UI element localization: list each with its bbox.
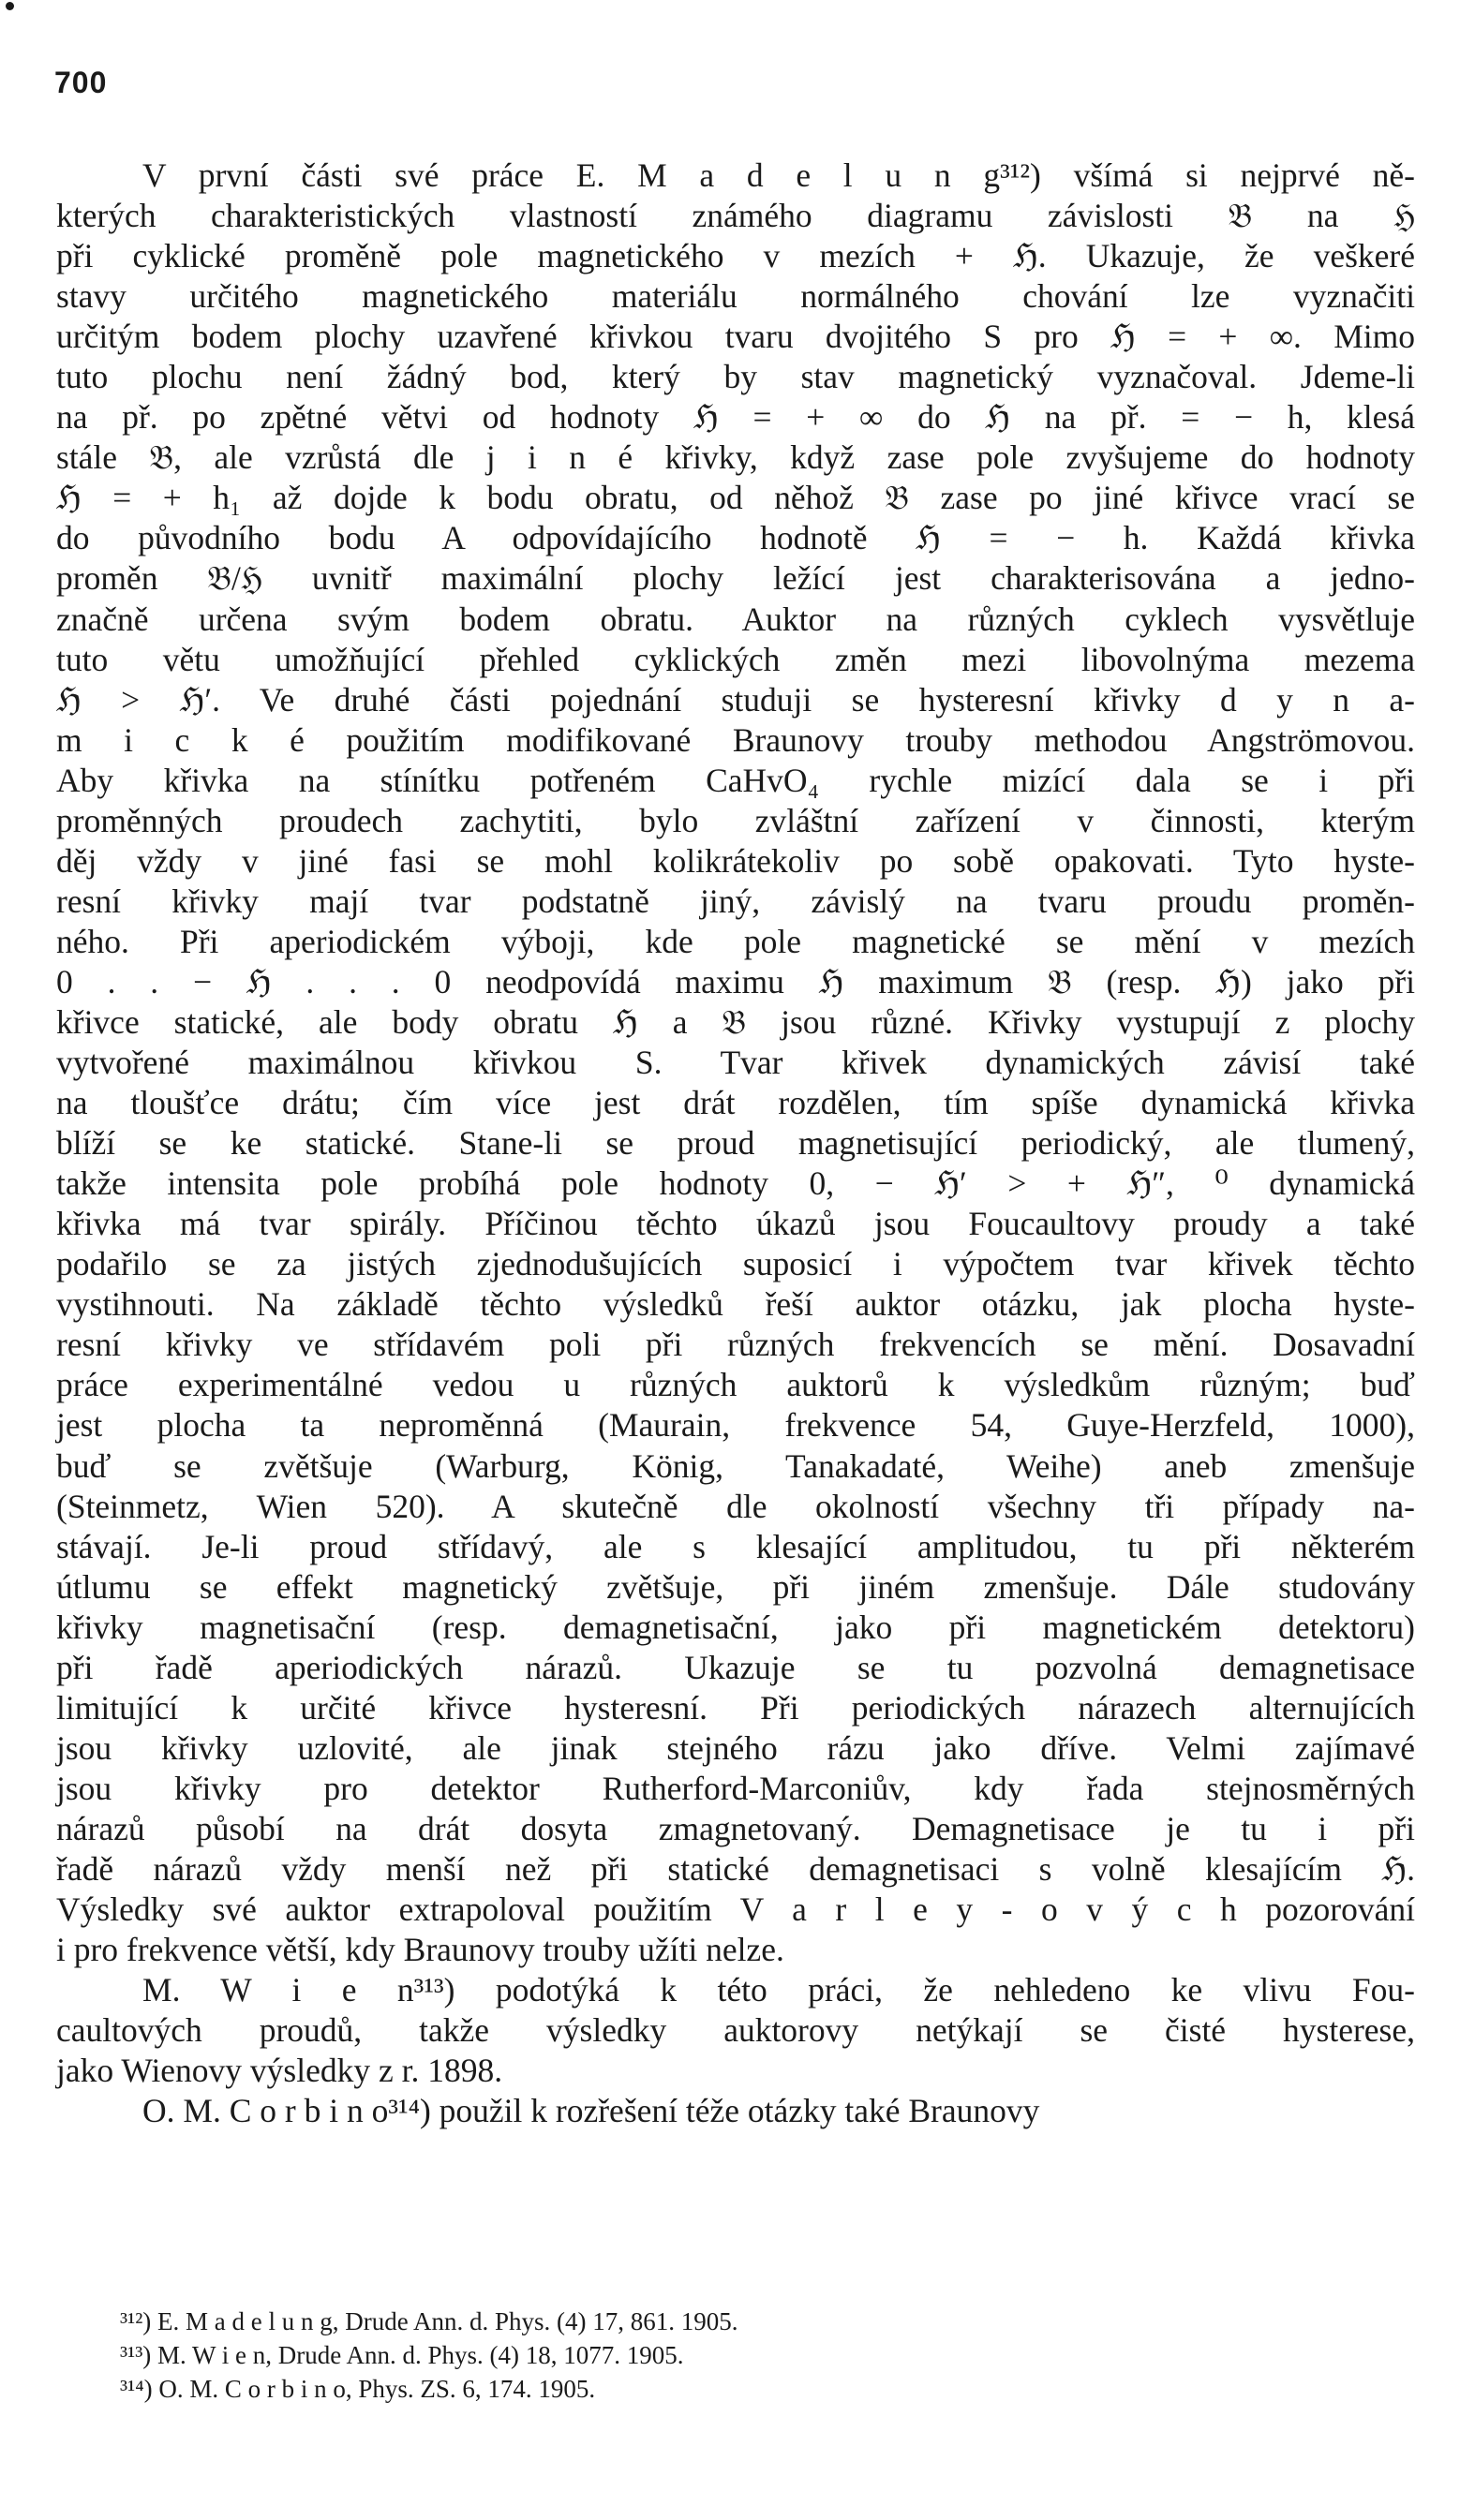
- text-line: křivky magnetisační (resp. demagnetisační, jako při magnetickém detektoru): [56, 1608, 1415, 1646]
- text-line: tuto větu umožňující přehled cyklických změn mezi libovolnýma mezema: [56, 640, 1415, 678]
- text-line: Výsledky své auktor extrapoloval použitím V a r l e y - o v ý c h pozorování: [56, 1890, 1415, 1929]
- text-line: stavy určitého magnetického materiálu normálného chování lze vyznačiti: [56, 277, 1415, 316]
- text-line: při řadě aperiodických nárazů. Ukazuje se tu pozvolná demagnetisace: [56, 1648, 1415, 1686]
- text-line: takže intensita pole probíhá pole hodnoty 0, − ℌ′ > + ℌ″, ⁰ dynamická: [56, 1164, 1415, 1203]
- text-line: značně určena svým bodem obratu. Auktor na různých cyklech vysvětluje: [56, 600, 1415, 638]
- text-line: limitující k určité křivce hysteresní. Při periodických nárazech alternujících: [56, 1688, 1415, 1727]
- text-line: jako Wienovy výsledky z r. 1898.: [56, 2052, 503, 2090]
- text-line: V první části své práce E. M a d e l u n g³¹²) všímá si nejprvé ně-: [142, 156, 1415, 194]
- text-line: jsou křivky uzlovité, ale jinak stejného rázu jako dříve. Velmi zajímavé: [56, 1728, 1415, 1767]
- paragraph-madelung: [56, 156, 1415, 1970]
- text-line: kterých charakteristických vlastností známého diagramu závislosti 𝔅 na ℌ: [56, 197, 1415, 235]
- text-line: caultových proudů, takže výsledky auktorovy netýkají se čisté hysterese,: [56, 2011, 1415, 2050]
- text-line: křivka má tvar spirály. Příčinou těchto úkazů jsou Foucaultovy proudy a také: [56, 1205, 1415, 1243]
- text-line: řadě nárazů vždy menší než při statické demagnetisaci s volně klesajícím ℌ.: [56, 1849, 1415, 1888]
- text-line: na př. po zpětné větvi od hodnoty ℌ = + ∞ do ℌ na př. = − h, klesá: [56, 398, 1415, 437]
- text-line: jest plocha ta neproměnná (Maurain, frekvence 54, Guye-Herzfeld, 1000),: [56, 1406, 1415, 1445]
- text-line: resní křivky mají tvar podstatně jiný, závislý na tvaru proudu proměn-: [56, 882, 1415, 920]
- body-text: [56, 156, 1415, 2131]
- text-line: stávají. Je-li proud střídavý, ale s klesající amplitudou, tu při některém: [56, 1527, 1415, 1565]
- text-line: práce experimentálné vedou u různých auktorů k výsledkům různým; buď: [56, 1366, 1415, 1404]
- text-line: O. M. C o r b i n o³¹⁴) použil k rozřešení téže otázky také Braunovy: [142, 2092, 1040, 2130]
- text-line: nárazů působí na drát dosyta zmagnetovaný. Demagnetisace je tu i při: [56, 1809, 1415, 1847]
- text-line: jsou křivky pro detektor Rutherford-Marconiův, kdy řada stejnosměrných: [56, 1769, 1415, 1807]
- text-line: buď se zvětšuje (Warburg, König, Tanakadaté, Weihe) aneb zmenšuje: [56, 1446, 1415, 1485]
- text-line: při cyklické proměně pole magnetického v mezích + ℌ. Ukazuje, že veškeré: [56, 237, 1415, 275]
- paragraph-wien: [56, 1970, 1415, 2091]
- text-line: na tloušťce drátu; čím více jest drát rozdělen, tím spíše dynamická křivka: [56, 1084, 1415, 1122]
- text-line: do původního bodu A odpovídajícího hodnotě ℌ = − h. Každá křivka: [56, 519, 1415, 557]
- text-line: křivce statické, ale body obratu ℌ a 𝔅 jsou různé. Křivky vystupují z plochy: [56, 1002, 1415, 1041]
- text-line: podařilo se za jistých zjednodušujících suposicí i výpočtem tvar křivek těchto: [56, 1245, 1415, 1283]
- text-line: určitým bodem plochy uzavřené křivkou tvaru dvojitého S pro ℌ = + ∞. Mimo: [56, 318, 1415, 356]
- text-line: resní křivky ve střídavém poli při různých frekvencích se mění. Dosavadní: [56, 1326, 1415, 1364]
- text-line: ℌ = + h₁ až dojde k bodu obratu, od něhož 𝔅 zase po jiné křivce vrací se: [56, 479, 1415, 517]
- paragraph-corbino: [56, 2091, 1415, 2131]
- footnote: ³¹⁴) O. M. C o r b i n o, Phys. ZS. 6, 174. 1905.: [120, 2375, 596, 2403]
- text-line: m i c k é použitím modifikované Braunovy trouby methodou Angströmovou.: [56, 720, 1415, 759]
- page-number: 700: [54, 66, 108, 99]
- text-line: vystihnouti. Na základě těchto výsledků řeší auktor otázku, jak plocha hyste-: [56, 1285, 1415, 1324]
- text-line: proměn 𝔅/ℌ uvnitř maximální plochy ležící jest charakterisována a jedno-: [56, 559, 1415, 598]
- text-line: proměnných proudech zachytiti, bylo zvláštní zařízení v činnosti, kterým: [56, 801, 1415, 839]
- text-line: blíží se ke statické. Stane-li se proud magnetisující periodický, ale tlumený,: [56, 1124, 1415, 1163]
- footnote: ³¹²) E. M a d e l u n g, Drude Ann. d. Phys. (4) 17, 861. 1905.: [120, 2307, 738, 2335]
- text-line: děj vždy v jiné fasi se mohl kolikrátekoliv po sobě opakovati. Tyto hyste-: [56, 841, 1415, 880]
- text-line: Aby křivka na stínítku potřeném CaHvO₄ rychle mizící dala se i při: [56, 761, 1415, 799]
- footnote: ³¹³) M. W i e n, Drude Ann. d. Phys. (4) 18, 1077. 1905.: [120, 2341, 684, 2369]
- text-line: stále 𝔅, ale vzrůstá dle j i n é křivky, když zase pole zvyšujeme do hodnoty: [56, 438, 1415, 477]
- text-line: 0 . . − ℌ . . . 0 neodpovídá maximu ℌ maximum 𝔅 (resp. ℌ) jako při: [56, 962, 1415, 1001]
- text-line: ného. Při aperiodickém výboji, kde pole magnetické se mění v mezích: [56, 922, 1415, 960]
- text-line: (Steinmetz, Wien 520). A skutečně dle okolností všechny tři případy na-: [56, 1487, 1415, 1525]
- text-line: ℌ > ℌ′. Ve druhé části pojednání studuji se hysteresní křivky d y n a-: [56, 680, 1415, 719]
- text-line: i pro frekvence větší, kdy Braunovy trouby užíti nelze.: [56, 1931, 784, 1969]
- scan-speck: [6, 2, 14, 10]
- text-line: útlumu se effekt magnetický zvětšuje, při jiném zmenšuje. Dále studovány: [56, 1567, 1415, 1606]
- text-line: tuto plochu není žádný bod, který by stav magnetický vyznačoval. Jdeme-li: [56, 358, 1415, 396]
- text-line: vytvořené maximálnou křivkou S. Tvar křivek dynamických závisí také: [56, 1044, 1415, 1082]
- text-line: M. W i e n³¹³) podotýká k této práci, že nehledeno ke vlivu Fou-: [142, 1971, 1415, 2009]
